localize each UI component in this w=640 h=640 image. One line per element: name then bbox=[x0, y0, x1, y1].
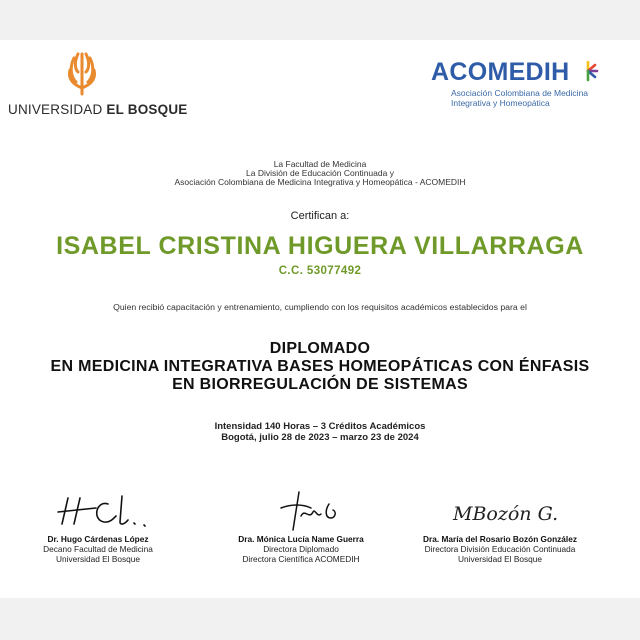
el-bosque-emblem-icon bbox=[62, 48, 102, 96]
program-line-2: EN BIORREGULACIÓN DE SISTEMAS bbox=[172, 376, 468, 393]
acomedih-logo bbox=[425, 54, 640, 114]
issuer-line: La División de Educación Continuada y bbox=[246, 168, 394, 178]
universidad-el-bosque-logo bbox=[0, 48, 188, 118]
signer-role: Directora División Educación Continuada bbox=[424, 544, 576, 554]
issuer-line: La Facultad de Medicina bbox=[273, 159, 367, 169]
program-line-1: EN MEDICINA INTEGRATIVA BASES HOMEOPÁTICAS CON ÉNFASIS bbox=[50, 358, 590, 375]
signer-name: Dr. Hugo Cárdenas López bbox=[47, 534, 149, 544]
certify-label: Certifican a: bbox=[290, 210, 350, 222]
recipient-id: C.C. 53077492 bbox=[278, 265, 362, 277]
intensity: Intensidad 140 Horas – 3 Créditos Académicos bbox=[214, 421, 426, 432]
certificate bbox=[0, 40, 640, 598]
program-title bbox=[0, 340, 640, 394]
intro-text: Quien recibió capacitación y entrenamiento, cumpliendo con los requisitos académicos establecidos para el bbox=[113, 302, 527, 312]
signer-role: Directora Científica ACOMEDIH bbox=[242, 554, 360, 564]
signer-role: Directora Diplomado bbox=[263, 544, 339, 554]
issuer-line: Asociación Colombiana de Medicina Integrativa y Homeopática - ACOMEDIH bbox=[174, 177, 466, 187]
signer-role: Universidad El Bosque bbox=[56, 554, 140, 564]
signature-image bbox=[38, 490, 158, 532]
signature-image bbox=[435, 490, 565, 532]
program-details bbox=[0, 421, 640, 443]
svg-text:MBozón G.: MBozón G. bbox=[453, 503, 559, 525]
signature-block-dean bbox=[0, 490, 198, 564]
acomedih-emblem-icon bbox=[577, 60, 599, 82]
recipient-name: ISABEL CRISTINA HIGUERA VILLARRAGA bbox=[56, 232, 584, 260]
signature-image bbox=[241, 490, 361, 532]
signature-block-director bbox=[201, 490, 401, 564]
el-bosque-wordmark: UNIVERSIDAD EL BOSQUE bbox=[8, 102, 188, 117]
signer-name: Dra. María del Rosario Bozón González bbox=[423, 534, 577, 544]
signature-block-education-director bbox=[400, 490, 600, 564]
signer-name: Dra. Mónica Lucía Name Guerra bbox=[238, 534, 364, 544]
acomedih-wordmark: ACOMEDIH bbox=[431, 58, 570, 86]
signer-role: Universidad El Bosque bbox=[458, 554, 542, 564]
issuing-institutions bbox=[0, 160, 640, 187]
dates: Bogotá, julio 28 de 2023 – marzo 23 de 2024 bbox=[221, 432, 419, 443]
signer-role: Decano Facultad de Medicina bbox=[43, 544, 153, 554]
acomedih-subtitle: Asociación Colombiana de Medicina Integrativa y Homeopática bbox=[451, 88, 589, 108]
program-type: DIPLOMADO bbox=[269, 340, 371, 357]
